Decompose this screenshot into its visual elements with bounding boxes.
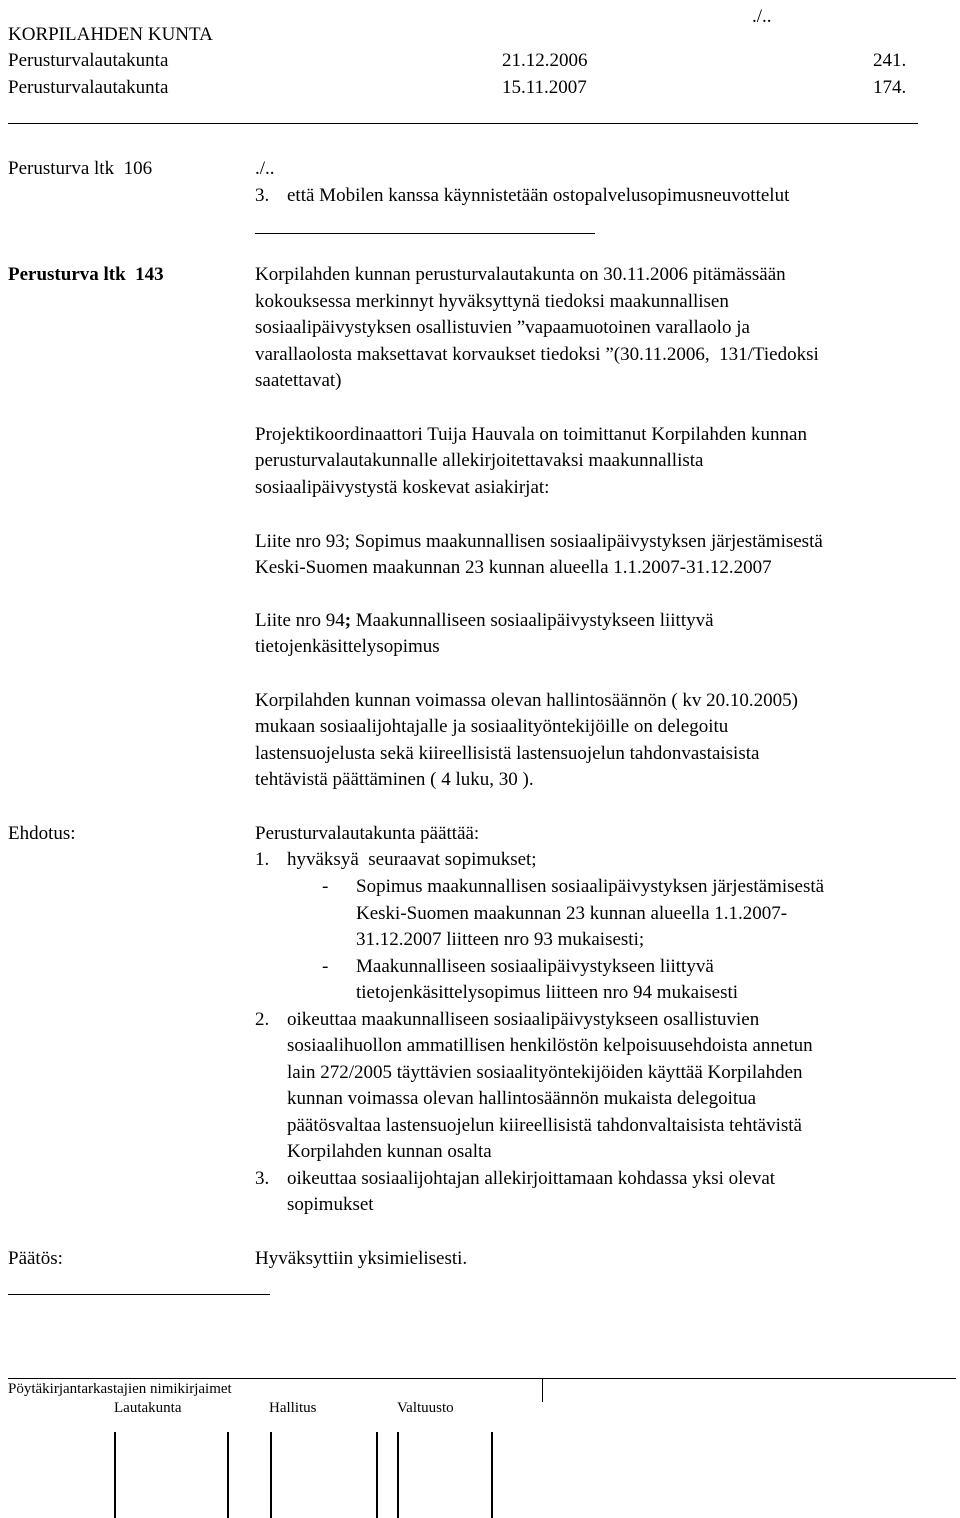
text-line: Keski-Suomen maakunnan 23 kunnan alueella 1.1.2007-31.12.2007	[255, 557, 772, 578]
text-line: tietojenkäsittelysopimus	[255, 636, 440, 657]
signature-box-divider	[270, 1432, 272, 1518]
organization-name: KORPILAHDEN KUNTA	[8, 24, 213, 45]
continuation-mark-top: ./..	[752, 6, 772, 27]
text-line: sosiaalipäivystystä koskevat asiakirjat:	[255, 477, 550, 498]
section-106-label: Perusturva ltk 106	[8, 158, 153, 179]
header-row-1-body: Perusturvalautakunta	[8, 50, 169, 71]
text-line: Projektikoordinaattori Tuija Hauvala on toimittanut Korpilahden kunnan	[255, 424, 807, 445]
attachment-94-semicolon: ;	[344, 610, 352, 631]
text-line: Korpilahden kunnan perusturvalautakunta on 30.11.2006 pitämässään	[255, 264, 786, 285]
text-line: Maakunnalliseen sosiaalipäivystykseen liittyvä	[356, 956, 714, 977]
proposal-heading: Perusturvalautakunta päättää:	[255, 823, 480, 844]
header-row-1-date: 21.12.2006	[502, 50, 588, 71]
proposal-item-2-number: 2.	[255, 1009, 270, 1030]
text-line: päätösvaltaa lastensuojelun kiireellisistä tahdonvaltaisista tehtävistä	[287, 1115, 802, 1136]
text-line: saatettavat)	[255, 370, 342, 391]
footer-col-hallitus: Hallitus	[269, 1400, 317, 1416]
text-line: sosiaalihuollon ammatillisen henkilöstön kelpoisuusehdoista annetun	[287, 1035, 813, 1056]
signature-box-divider	[114, 1432, 116, 1518]
text-line: Liite nro 93; Sopimus maakunnallisen sosiaalipäivystyksen järjestämisestä	[255, 531, 823, 552]
text-line: kokouksessa merkinnyt hyväksyttynä tiedoksi maakunnallisen	[255, 291, 729, 312]
footer-col-valtuusto: Valtuusto	[397, 1400, 454, 1416]
footer-title: Pöytäkirjantarkastajien nimikirjaimet	[8, 1381, 232, 1397]
text-line: Keski-Suomen maakunnan 23 kunnan alueella 1.1.2007-	[356, 903, 788, 924]
text-line: Korpilahden kunnan voimassa olevan hallintosäännön ( kv 20.10.2005)	[255, 690, 798, 711]
decision-text: Hyväksyttiin yksimielisesti.	[255, 1248, 468, 1269]
text-line: oikeuttaa sosiaalijohtajan allekirjoittamaan kohdassa yksi olevat	[287, 1168, 776, 1189]
proposal-item-3-number: 3.	[255, 1168, 270, 1189]
attachment-94-title: Maakunnalliseen sosiaalipäivystykseen liittyvä	[351, 610, 714, 631]
text-line: tehtävistä päättäminen ( 4 luku, 30 ).	[255, 769, 534, 790]
signature-box-divider	[227, 1432, 229, 1518]
header-divider	[8, 123, 918, 124]
text-line: lastensuojelusta sekä kiireellisistä lastensuojelun tahdonvastaisista	[255, 743, 760, 764]
text-line: Sopimus maakunnallisen sosiaalipäivystyksen järjestämisestä	[356, 876, 825, 897]
proposal-sub-1-dash: -	[322, 876, 329, 897]
text-line: lain 272/2005 täyttävien sosiaalityöntekijöiden käyttää Korpilahden	[287, 1062, 803, 1083]
proposal-sub-2-dash: -	[322, 956, 329, 977]
proposal-item-1-text: hyväksyä seuraavat sopimukset;	[287, 849, 537, 870]
section-106-item-number: 3.	[255, 185, 270, 206]
text-line	[255, 608, 714, 634]
text-line: 31.12.2007 liitteen nro 93 mukaisesti;	[356, 929, 645, 950]
signature-box-divider	[376, 1432, 378, 1518]
text-line: Korpilahden kunnan osalta	[287, 1141, 492, 1162]
header-row-2-number: 174.	[873, 77, 907, 98]
proposal-item-1-number: 1.	[255, 849, 270, 870]
text-line: mukaan sosiaalijohtajalle ja sosiaalityöntekijöille on delegoitu	[255, 716, 729, 737]
text-line: oikeuttaa maakunnalliseen sosiaalipäivystykseen osallistuvien	[287, 1009, 760, 1030]
text-line: kunnan voimassa olevan hallintosäännön mukaista delegoitua	[287, 1088, 757, 1109]
decision-end-rule	[8, 1294, 270, 1295]
header-row-2-date: 15.11.2007	[502, 77, 587, 98]
footer-divider	[542, 1378, 543, 1402]
signature-box-divider	[491, 1432, 493, 1518]
text-line: sosiaalipäivystyksen osallistuvien ”vapaamuotoinen varallaolo ja	[255, 317, 750, 338]
text-line: tietojenkäsittelysopimus liitteen nro 94 mukaisesti	[356, 982, 739, 1003]
section-143-label: Perusturva ltk 143	[8, 264, 164, 285]
text-line: varallaolosta maksettavat korvaukset tiedoksi ”(30.11.2006, 131/Tiedoksi	[255, 344, 819, 365]
footer-col-lautakunta: Lautakunta	[114, 1400, 182, 1416]
header-row-2-body: Perusturvalautakunta	[8, 77, 169, 98]
decision-label: Päätös:	[8, 1248, 63, 1269]
attachment-94-prefix: Liite nro 94	[255, 610, 345, 631]
section-106-item-text: että Mobilen kanssa käynnistetään ostopalvelusopimusneuvottelut	[287, 185, 790, 206]
header-row-1-number: 241.	[873, 50, 907, 71]
text-line: sopimukset	[287, 1194, 374, 1215]
section-106-continuation: ./..	[255, 158, 275, 179]
signature-box-divider	[397, 1432, 399, 1518]
section-106-end-rule	[255, 233, 595, 234]
text-line: perusturvalautakunnalle allekirjoitettavaksi maakunnallista	[255, 450, 704, 471]
proposal-label: Ehdotus:	[8, 823, 76, 844]
